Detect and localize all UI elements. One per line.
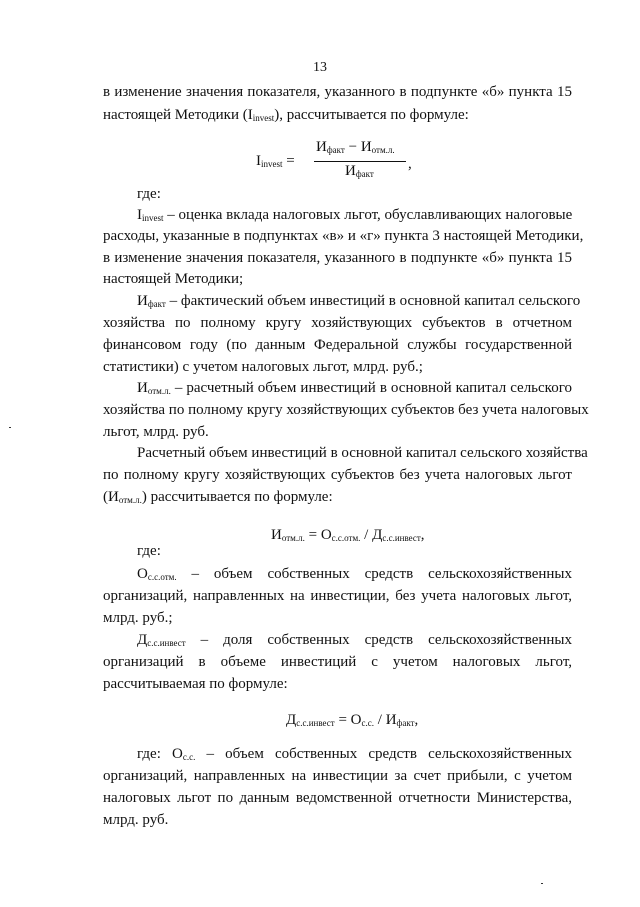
- def-os-line-4: млрд. руб.: [103, 812, 169, 828]
- para-calc-line-1: Расчетный объем инвестиций в основной капитал сельского хозяйства: [137, 445, 588, 461]
- def-dss-line-3: рассчитываемая по формуле:: [103, 676, 288, 692]
- intro-line-1: в изменение значения показателя, указанного в подпункте «б» пункта 15: [103, 84, 572, 100]
- formula-invest-numerator: $И_{факт} - И_{отм.л.}$: [316, 139, 395, 155]
- def-otm-line-3: льгот, млрд. руб.: [103, 424, 209, 440]
- def-fact-line-3: финансовом году (по данным Федеральной службы государственной: [103, 337, 572, 353]
- def-invest-line-3: в изменение значения показателя, указанного в подпункте «б» пункта 15: [103, 250, 572, 266]
- where-label-2: где:: [137, 543, 161, 559]
- def-otm-line-2: хозяйства по полному кругу хозяйствующих субъектов без учета налоговых: [103, 402, 589, 418]
- where-label-1: где:: [137, 186, 161, 202]
- def-oss-line-2: организаций, направленных на инвестиции, без учета налоговых льгот,: [103, 588, 572, 604]
- def-os-line-1: где: $О_{с.с.}$ – объем собственных средств сельскохозяйственных: [137, 746, 572, 762]
- page-number: 13: [313, 60, 327, 75]
- formula-invest-comma: ,: [408, 156, 412, 172]
- def-invest-line-1: $I_{invest}$ – оценка вклада налоговых льгот, обуславливающих налоговые: [137, 207, 573, 223]
- def-fact-line-1: $И_{факт}$ – фактический объем инвестиций в основной капитал сельского: [137, 293, 581, 309]
- def-fact-line-4: статистики) с учетом налоговых льгот, млрд. руб.;: [103, 359, 423, 375]
- para-calc-line-3: $(И_{отм.л.})$ рассчитывается по формуле:: [103, 489, 333, 505]
- def-oss-line-3: млрд. руб.;: [103, 610, 173, 626]
- def-fact-line-2: хозяйства по полному кругу хозяйствующих субъектов в отчетном: [103, 315, 572, 331]
- def-invest-line-2: расходы, указанные в подпунктах «в» и «г» пункта 3 настоящей Методики,: [103, 228, 584, 244]
- formula-otm: $И_{отм.л.} = О_{с.с.отм.} / Д_{с.с.инвест}$,: [271, 527, 425, 543]
- def-invest-line-4: настоящей Методики;: [103, 271, 244, 287]
- def-dss-line-1: $Д_{с.с.инвест}$ – доля собственных средств сельскохозяйственных: [137, 632, 572, 648]
- para-calc-line-2: по полному кругу хозяйствующих субъектов без учета налоговых льгот: [103, 467, 572, 483]
- def-dss-line-2: организаций в объеме инвестиций с учетом налоговых льгот,: [103, 654, 572, 670]
- formula-invest-fraction-bar: [314, 161, 406, 162]
- scan-speck: [541, 883, 543, 884]
- def-os-line-3: налоговых льгот по данным ведомственной отчетности Министерства,: [103, 790, 572, 806]
- intro-line-2: настоящей Методики $(I_{invest})$, рассчитывается по формуле:: [103, 107, 469, 123]
- def-oss-line-1: $О_{с.с.отм.}$ – объем собственных средств сельскохозяйственных: [137, 566, 572, 582]
- formula-invest-lhs: $I_{invest}$ =: [256, 153, 295, 169]
- formula-dss: $Д_{с.с.инвест} = О_{с.с.} / И_{факт}$,: [286, 712, 419, 728]
- def-otm-line-1: $И_{отм.л.}$ – расчетный объем инвестиций в основной капитал сельского: [137, 380, 572, 396]
- scan-speck: [9, 427, 11, 428]
- formula-invest-denominator: $И_{факт}$: [345, 163, 374, 179]
- def-os-line-2: организаций, направленных на инвестиции за счет прибыли, с учетом: [103, 768, 572, 784]
